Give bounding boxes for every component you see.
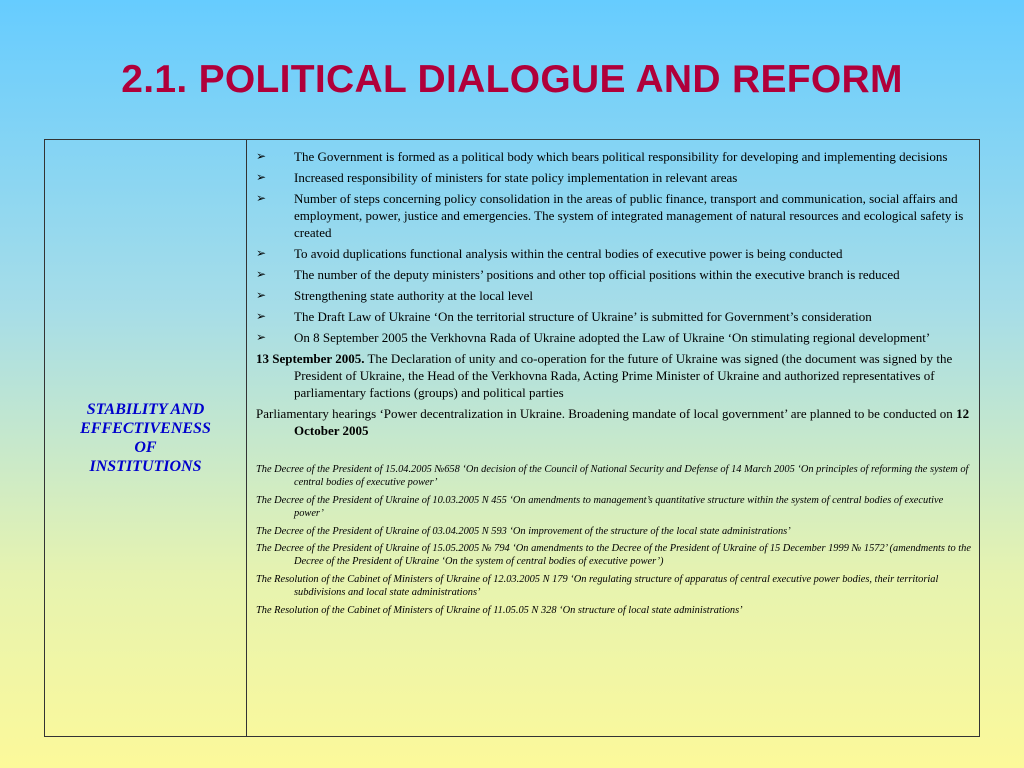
bullet-text: The Draft Law of Ukraine ‘On the territorial structure of Ukraine’ is submitted for Government’s consideration [294,309,872,324]
arrow-bullet-icon: ➢ [256,330,267,344]
arrow-bullet-icon: ➢ [256,267,267,281]
decree-item: The Resolution of the Cabinet of Ministers of Ukraine of 12.03.2005 N 179 ‘On regulating structure of apparatus of central executive power bodies, their territorial subdivisions and local state administrations’ [256,573,939,599]
bullet-text: Number of steps concerning policy consolidation in the areas of public finance, transport and communication, social affairs and employment, power, justice and emergencies. The system of integrated management of natural resources and ecological safety is created [294,191,964,240]
hearings-date: 12 October 2005 [294,406,970,438]
list-item [256,266,973,283]
list-item [256,169,973,186]
list-item [256,287,973,304]
list-item [256,245,973,262]
arrow-bullet-icon: ➢ [256,309,267,323]
hearings-paragraph [256,405,973,439]
bullet-text: On 8 September 2005 the Verkhovna Rada of Ukraine adopted the Law of Ukraine ‘On stimulating regional development’ [294,330,931,345]
list-item [256,190,973,241]
decree-item: The Decree of the President of Ukraine of 10.03.2005 N 455 ‘On amendments to management’s quantitative structure within the system of central bodies of executive power’ [256,494,944,520]
category-label [56,400,236,476]
spacer [256,443,973,463]
details-cell [247,140,979,736]
decree-item: The Decree of the President of 15.04.2005 №658 ‘On decision of the Council of National Security and Defense of 14 March 2005 ‘On principles of reforming the system of central bodies of executive power’ [256,464,969,489]
category-label-line: STABILITY AND [86,401,205,418]
category-label-line: INSTITUTIONS [89,458,202,475]
category-label-line: EFFECTIVENESS [80,420,211,437]
declaration-text: The Declaration of unity and co-operation for the future of Ukraine was signed (the document was signed by the President of Ukraine, the Head of the Verkhovna Rada, Acting Prime Minister of Ukraine and authorized representatives of parliamentary factions (groups) and political parties [294,351,953,400]
declaration-paragraph [256,350,973,401]
decree-item: The Decree of the President of Ukraine of 15.05.2005 № 794 ‘On amendments to the Decree of the President of Ukraine of 15 December 1999 № 1572’ (amendments to the Decree of the President of Ukraine ‘On the system of central bodies of executive power’) [256,543,971,568]
hearings-text: Parliamentary hearings ‘Power decentralization in Ukraine. Broadening mandate of local government’ are planned to be conducted on [256,406,957,421]
slide-title: 2.1. POLITICAL DIALOGUE AND REFORM [121,58,903,101]
content-table [44,139,980,737]
bullet-text: Strengthening state authority at the local level [294,288,533,303]
bullet-text: Increased responsibility of ministers for state policy implementation in relevant areas [294,170,738,185]
bullet-text: The Government is formed as a political body which bears political responsibility for developing and implementing decisions [294,149,948,164]
declaration-date: 13 September 2005. [256,351,365,366]
bullet-text: The number of the deputy ministers’ positions and other top official positions within the executive branch is reduced [294,267,900,282]
arrow-bullet-icon: ➢ [256,288,267,302]
category-cell [45,140,247,736]
bullet-text: To avoid duplications functional analysis within the central bodies of executive power is being conducted [294,246,843,261]
bullet-list [256,148,973,346]
decree-item: The Resolution of the Cabinet of Ministers of Ukraine of 11.05.05 N 328 ‘On structure of local state administrations’ [256,604,743,616]
arrow-bullet-icon: ➢ [256,191,267,205]
arrow-bullet-icon: ➢ [256,149,267,163]
arrow-bullet-icon: ➢ [256,170,267,184]
decree-item: The Decree of the President of Ukraine of 03.04.2005 N 593 ‘On improvement of the structure of the local state administrations’ [256,525,791,537]
list-item [256,148,973,165]
list-item [256,329,973,346]
arrow-bullet-icon: ➢ [256,246,267,260]
category-label-line: OF [134,439,157,456]
list-item [256,308,973,325]
